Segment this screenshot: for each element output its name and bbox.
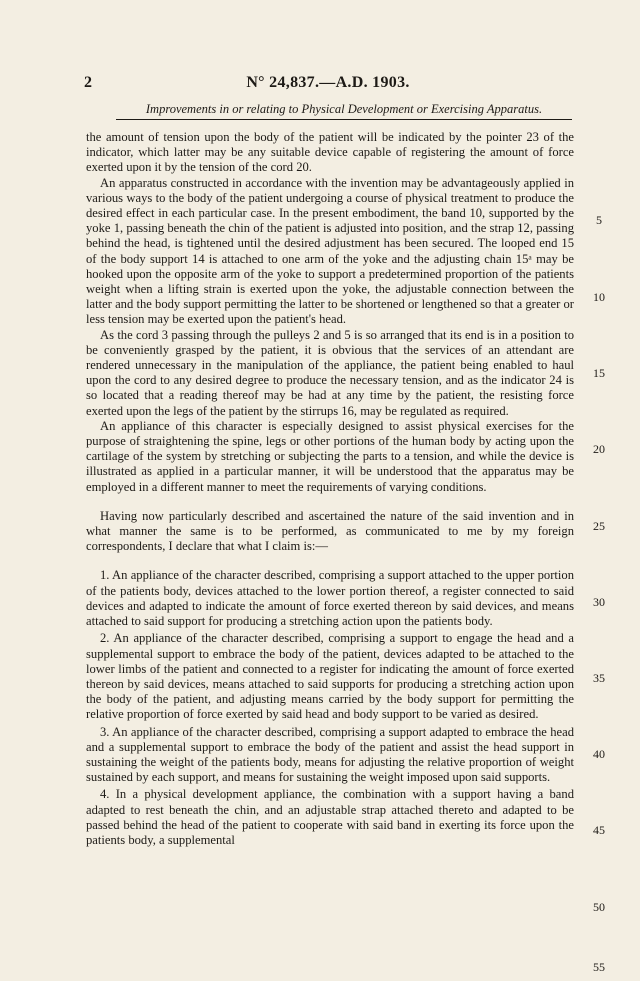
margin-line-number: 20 (593, 442, 605, 456)
paragraph: An apparatus constructed in accordance with the invention may be advantageously applied in various ways to the body of the patient undergoing a course of physical treatment to produce the desired effect in each particular case. In the present embodiment, the band 10, supported by the yoke 1, passing beneath the chin of the patient is adjusted into position, and the strap 12, passing behind the head, is tightened until the desired adjustment has been secured. The looped end 15 of the body support 14 is attached to one arm of the yoke and the adjusting chain 15ᵃ may be hooked upon the opposite arm of the yoke to support a predetermined proportion of the patients weight when a lifting strain is exerted upon the yoke, the adjustable connection between the latter and the body support permitting the latter to be shortened or lengthened so that a greater or less tension may be exerted upon the patient's head. (86, 175, 574, 327)
margin-line-number: 40 (593, 747, 605, 761)
margin-line-number: 50 (593, 900, 605, 914)
margin-line-number: 15 (593, 366, 605, 380)
margin-line-number: 30 (593, 595, 605, 609)
claim: 3. An appliance of the character described, comprising a support adapted to embrace the head and a supplemental support to embrace the body of the patient and assist the head support in sustaining the weight of the patients body, means for adjusting the relative proportion of weight sustained by each support, and means for sustaining the weight imposed upon said supports. (86, 724, 574, 785)
margin-line-number: 45 (593, 823, 605, 837)
paragraph: the amount of tension upon the body of the patient will be indicated by the pointer 23 of the indicator, which latter may be any suitable device capable of registering the amount of force exerted upon it by the tension of the cord 20. (86, 130, 574, 175)
page-number: 2 (84, 74, 92, 91)
page-header (84, 74, 572, 96)
margin-line-number: 10 (593, 290, 605, 304)
paragraph: As the cord 3 passing through the pulleys 2 and 5 is so arranged that its end is in a position to be conveniently grasped by the patient, it is obvious that the services of an attendant are rendered unnecessary in the manipulation of the appliance, the patient being enabled to haul upon the cord to any desired degree to produce the necessary tension, and as the indicator 24 is so located that a reading thereof may be had at any time by the patient, the resisting force exerted upon the legs of the patient by the stirrups 16, may be regulated as required. (86, 327, 574, 418)
paragraph: An appliance of this character is especially designed to assist physical exercises for the purpose of straightening the spine, legs or other portions of the human body by acting upon the cartilage of the system by stretching or subjecting the parts to a tension, and while the device is illustrated as applied in a particular manner, it will be understood that the apparatus may be employed in a different manner to meet the requirements of varying conditions. (86, 418, 574, 494)
running-title: Improvements in or relating to Physical Development or Exercising Apparatus. (116, 102, 572, 120)
margin-line-number: 25 (593, 519, 605, 533)
claim: 2. An appliance of the character described, comprising a support to engage the head and a supplemental support to embrace the body of the patient, devices adapted to be attached to the lower limbs of the patient and connected to a register for indicating the amount of force exerted thereon by said devices, means attached to said supports for producing a stretching action upon the body of the patient, and adjusting means carried by the body support for permitting the relative proportion of force exerted by said head and body support to be varied as desired. (86, 631, 574, 722)
claim: 4. In a physical development appliance, the combination with a support having a band adapted to rest beneath the chin, and an adjustable strap attached thereto and adapted to be passed behind the head of the patient to cooperate with said band in exerting its force upon the patients body, a supplemental (86, 787, 574, 847)
margin-line-number: 55 (593, 960, 605, 974)
claim: 1. An appliance of the character described, comprising a support attached to the upper portion of the patients body, devices attached to the lower portion thereof, a register connected to said devices and adapted to indicate the amount of force exerted thereon by said devices, and means attached to said support for producing a stretching action upon the patients body. (86, 568, 574, 629)
margin-line-number: 35 (593, 671, 605, 685)
paragraph: Having now particularly described and ascertained the nature of the said invention and in what manner the same is to be performed, as communicated to me by my foreign correspondents, I declare that what I claim is:— (86, 508, 574, 554)
body-text (86, 130, 574, 848)
claims-list (86, 568, 574, 848)
margin-line-number: 5 (596, 213, 602, 227)
document-reference: N° 24,837.—A.D. 1903. (246, 74, 410, 91)
